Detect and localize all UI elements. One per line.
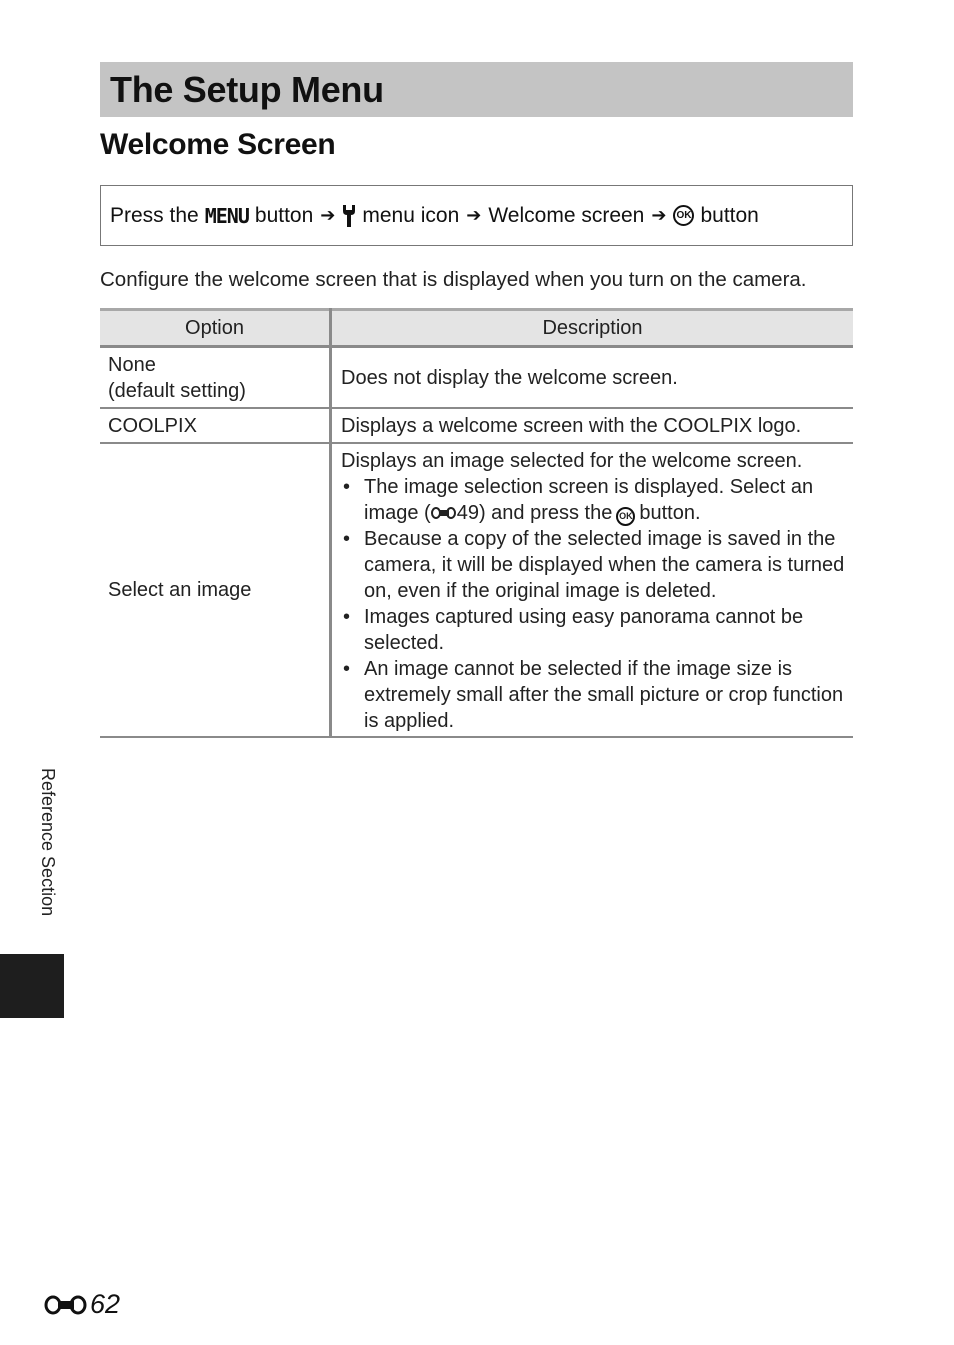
menu-path-button-label: button [254,203,314,227]
list-item: • Images captured using easy panorama cannot be selected. [341,604,845,656]
reference-section-icon [431,505,457,521]
list-item [341,474,845,526]
list-item: • An image cannot be selected if the image size is extremely small after the small picture or crop function is applied. [341,656,845,734]
wrench-icon [342,205,356,227]
bullet-text: ) and press the [478,502,613,524]
arrow-icon: ➔ [651,205,667,225]
option-cell: COOLPIX [100,408,331,443]
page-number-text: 62 [90,1289,121,1319]
menu-path-menu-icon-label: menu icon [362,203,460,227]
bullet-text: button. [639,502,701,524]
bullet-text: The image selection screen is displayed. Select an image ( [364,476,814,524]
description-cell: Displays a welcome screen with the COOLPIX logo. [331,408,854,443]
section-tab-marker [0,954,64,1018]
table-row [100,408,853,443]
side-section-label: Reference Section [38,768,58,917]
chapter-title: The Setup Menu [110,68,384,110]
menu-path-press: Press the [110,203,199,227]
table-header-row [100,310,853,347]
ok-button-icon: OK [673,205,694,226]
option-note: (default setting) [108,379,246,402]
table-row [100,347,853,409]
arrow-icon: ➔ [466,205,482,225]
chapter-title-bar [100,62,853,117]
description-lead: Displays an image selected for the welcome screen. [341,450,803,472]
header-option: Option [100,310,331,347]
option-name: None [108,353,156,376]
menu-button-icon: MENU [204,203,249,228]
table-row [100,443,853,737]
arrow-icon: ➔ [320,205,336,225]
section-title: Welcome Screen [100,128,336,161]
intro-text: Configure the welcome screen that is displayed when you turn on the camera. [100,268,807,291]
header-description: Description [331,310,854,347]
page-number [44,1289,120,1320]
ok-button-icon: OK [616,507,635,526]
list-item: • Because a copy of the selected image is saved in the camera, it will be displayed when the camera is turned on, even if the original image is deleted. [341,526,845,604]
description-cell [331,443,854,737]
option-cell: Select an image [100,443,331,737]
menu-path-button-label-2: button [700,203,759,227]
reference-section-icon [44,1293,88,1317]
menu-path-item: Welcome screen [488,203,645,227]
description-cell: Does not display the welcome screen. [331,347,854,409]
option-cell [100,347,331,409]
page-reference: 49 [456,502,479,524]
options-table [100,308,853,738]
description-bullets [341,474,845,734]
menu-path-box [100,185,853,246]
